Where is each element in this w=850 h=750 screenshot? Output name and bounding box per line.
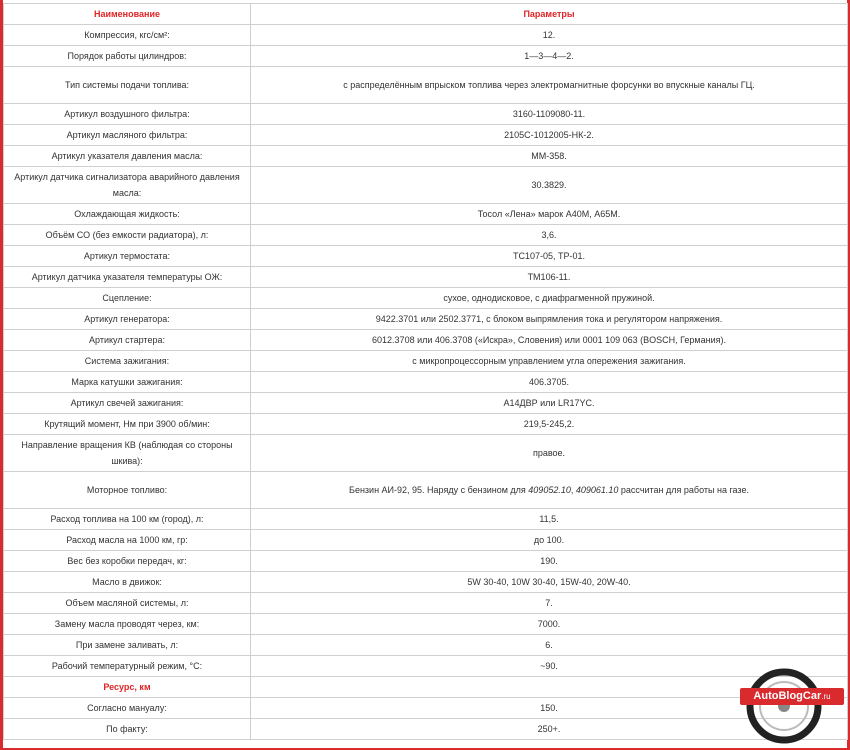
- param-value: 3160-1109080-11.: [251, 104, 848, 125]
- param-name: Расход масла на 1000 км, гр:: [4, 530, 251, 551]
- param-name: Компрессия, кгс/см²:: [4, 25, 251, 46]
- table-row: [4, 146, 848, 167]
- param-name: Сцепление:: [4, 288, 251, 309]
- param-value: 6.: [251, 635, 848, 656]
- param-name: Артикул свечей зажигания:: [4, 393, 251, 414]
- table-row: [4, 25, 848, 46]
- param-name: Расход топлива на 100 км (город), л:: [4, 509, 251, 530]
- param-name: При замене заливать, л:: [4, 635, 251, 656]
- table-row: [4, 551, 848, 572]
- param-name: Тип системы подачи топлива:: [4, 67, 251, 104]
- table-row: [4, 309, 848, 330]
- param-name: Порядок работы цилиндров:: [4, 46, 251, 67]
- table-row: [4, 46, 848, 67]
- param-name: Марка катушки зажигания:: [4, 372, 251, 393]
- param-name: Крутящий момент, Нм при 3900 об/мин:: [4, 414, 251, 435]
- param-name: Артикул термостата:: [4, 246, 251, 267]
- param-value: 406.3705.: [251, 372, 848, 393]
- param-name: Артикул датчика сигнализатора аварийного давления масла:: [4, 167, 251, 204]
- param-value: 150.: [251, 698, 848, 719]
- param-name: По факту:: [4, 719, 251, 740]
- param-name: Охлаждающая жидкость:: [4, 204, 251, 225]
- param-value: [251, 472, 848, 509]
- param-value: 250+.: [251, 719, 848, 740]
- param-value: ТМ106-11.: [251, 267, 848, 288]
- param-name: Артикул стартера:: [4, 330, 251, 351]
- param-name: Вес без коробки передач, кг:: [4, 551, 251, 572]
- param-name: Система зажигания:: [4, 351, 251, 372]
- specs-table: [3, 3, 848, 740]
- table-row: [4, 593, 848, 614]
- table-row: [4, 288, 848, 309]
- param-value: 5W 30-40, 10W 30-40, 15W-40, 20W-40.: [251, 572, 848, 593]
- param-name: Направление вращения КВ (наблюдая со стороны шкива):: [4, 435, 251, 472]
- table-row: [4, 246, 848, 267]
- table-row: [4, 656, 848, 677]
- param-value: с распределённым впрыском топлива через электромагнитные форсунки во впускные каналы ГЦ.: [251, 67, 848, 104]
- param-value: до 100.: [251, 530, 848, 551]
- param-name: Артикул масляного фильтра:: [4, 125, 251, 146]
- param-value: 30.3829.: [251, 167, 848, 204]
- value-part: ,: [570, 485, 576, 495]
- param-value: 2105С-1012005-НК-2.: [251, 125, 848, 146]
- value-part: Бензин АИ-92, 95. Наряду с бензином для: [349, 485, 529, 495]
- value-part: 409052.10: [528, 485, 571, 495]
- table-row: [4, 414, 848, 435]
- param-value: 219,5-245,2.: [251, 414, 848, 435]
- table-row: [4, 509, 848, 530]
- table-row: [4, 393, 848, 414]
- value-part: рассчитан для работы на газе.: [618, 485, 749, 495]
- param-name: Замену масла проводят через, км:: [4, 614, 251, 635]
- param-value: А14ДВР или LR17YC.: [251, 393, 848, 414]
- param-value: 6012.3708 или 406.3708 («Искра», Словения) или 0001 109 063 (BOSCH, Германия).: [251, 330, 848, 351]
- param-name: Моторное топливо:: [4, 472, 251, 509]
- param-value: ТС107-05, ТР-01.: [251, 246, 848, 267]
- table-row: [4, 225, 848, 246]
- param-value: 11,5.: [251, 509, 848, 530]
- param-value: 7000.: [251, 614, 848, 635]
- table-row: [4, 330, 848, 351]
- param-name: Ресурс, км: [4, 677, 251, 698]
- param-name: Артикул указателя давления масла:: [4, 146, 251, 167]
- table-row: [4, 530, 848, 551]
- table-row: [4, 635, 848, 656]
- table-row: [4, 677, 848, 698]
- param-name: Объем масляной системы, л:: [4, 593, 251, 614]
- param-value: правое.: [251, 435, 848, 472]
- header-params: Параметры: [251, 4, 848, 25]
- table-row: [4, 572, 848, 593]
- table-row: [4, 472, 848, 509]
- param-name: Согласно мануалу:: [4, 698, 251, 719]
- table-header-row: [4, 4, 848, 25]
- header-name: Наименование: [4, 4, 251, 25]
- param-value: 190.: [251, 551, 848, 572]
- param-name: Артикул датчика указателя температуры ОЖ:: [4, 267, 251, 288]
- param-name: Артикул воздушного фильтра:: [4, 104, 251, 125]
- table-row: [4, 67, 848, 104]
- table-row: [4, 167, 848, 204]
- param-value: 1—3—4—2.: [251, 46, 848, 67]
- watermark-logo: [744, 666, 824, 746]
- param-value: 3,6.: [251, 225, 848, 246]
- param-name: Объём СО (без емкости радиатора), л:: [4, 225, 251, 246]
- param-value: 12.: [251, 25, 848, 46]
- table-row: [4, 372, 848, 393]
- table-row: [4, 351, 848, 372]
- table-row: [4, 267, 848, 288]
- table-row: [4, 104, 848, 125]
- table-row: [4, 125, 848, 146]
- param-value: Тосол «Лена» марок А40М, А65М.: [251, 204, 848, 225]
- param-value: сухое, однодисковое, с диафрагменной пружиной.: [251, 288, 848, 309]
- table-row: [4, 204, 848, 225]
- table-row: [4, 698, 848, 719]
- param-name: Рабочий температурный режим, °С:: [4, 656, 251, 677]
- param-value: с микропроцессорным управлением угла опережения зажигания.: [251, 351, 848, 372]
- table-row: [4, 719, 848, 740]
- param-name: Артикул генератора:: [4, 309, 251, 330]
- param-value: ~90.: [251, 656, 848, 677]
- table-row: [4, 614, 848, 635]
- param-value: 7.: [251, 593, 848, 614]
- param-value: ММ-358.: [251, 146, 848, 167]
- param-name: Масло в движок:: [4, 572, 251, 593]
- value-part: 409061.10: [575, 485, 619, 495]
- param-value: 9422.3701 или 2502.3771, с блоком выпрямления тока и регулятором напряжения.: [251, 309, 848, 330]
- watermark-badge: AutoBlogCar.ru: [740, 688, 844, 705]
- table-row: [4, 435, 848, 472]
